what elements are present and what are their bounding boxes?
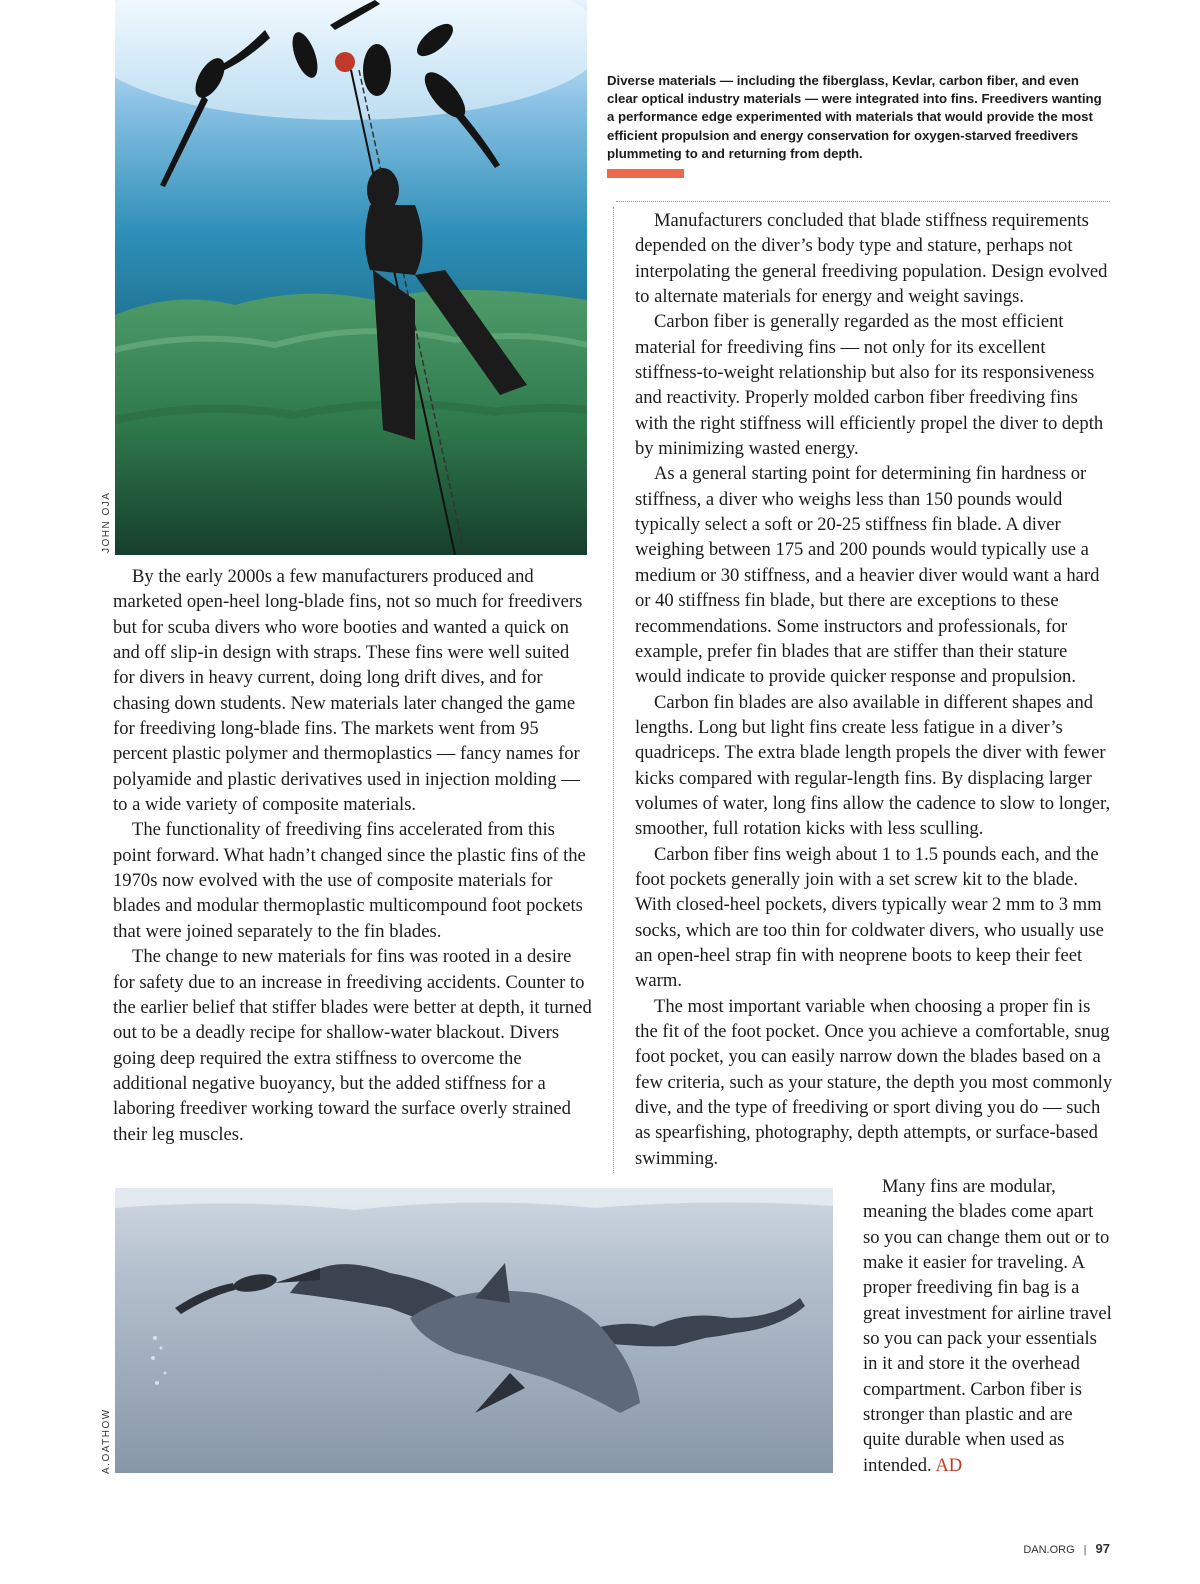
paragraph: By the early 2000s a few manufacturers produced and marketed open-heel long-blade fins, not so much for freedivers but for scuba divers who wore booties and wanted a quick on and off slip-in design with straps. These fins were well suited for divers in heavy current, doing long drift dives, and for chasing down students. New materials later changed the game for freediving long-blade fins. The markets went from 95 percent plastic polymer and thermoplastics — fancy names for polyamide and plastic derivatives used in injection molding — to a wide variety of composite materials. bbox=[113, 566, 583, 816]
caption-accent-bar bbox=[607, 169, 684, 178]
column-divider-horizontal bbox=[616, 201, 1110, 202]
photo-credit-bottom: A.OATHOW bbox=[101, 1408, 112, 1474]
paragraph: Carbon fiber fins weigh about 1 to 1.5 pounds each, and the foot pockets generally join with a set screw kit to the blade. With closed-heel pockets, divers typically wear 2 mm to 3 mm socks, which are too thin for coldwater divers, who usually use an open-heel strap fin with neoprene boots to keep their feet warm. bbox=[635, 843, 1104, 992]
end-mark: AD bbox=[935, 1454, 963, 1476]
freediver-photo-illustration bbox=[115, 0, 587, 555]
dolphin-photo-illustration bbox=[115, 1188, 833, 1473]
article-column-left bbox=[113, 564, 593, 1147]
footer-separator: | bbox=[1083, 1544, 1087, 1556]
article-column-right bbox=[635, 208, 1113, 1171]
paragraph: Manufacturers concluded that blade stiffness requirements depended on the diver’s body type and stature, perhaps not interpolating the general freediving population. Design evolved to alternate materials for energy and weight savings. bbox=[635, 210, 1108, 308]
photo-credit-top: JOHN OJA bbox=[101, 491, 112, 553]
column-divider-vertical bbox=[613, 207, 614, 1173]
paragraph: Carbon fiber is generally regarded as the most efficient material for freediving fins — not only for its excellent stiffness-to-weight relationship but also for its responsiveness and reactivity. Properly molded carbon fiber freediving fins with the right stiffness will efficiently propel the diver to depth by minimizing wasted energy. bbox=[635, 311, 1104, 460]
page-number: 97 bbox=[1095, 1541, 1110, 1556]
paragraph: The functionality of freediving fins accelerated from this point forward. What hadn’t changed since the plastic fins of the 1970s now evolved with the use of composite materials for blades and modular thermoplastic multicompound foot pockets that were joined separately to the fin blades. bbox=[113, 819, 586, 942]
page-footer bbox=[1023, 1541, 1110, 1556]
paragraph: As a general starting point for determining fin hardness or stiffness, a diver who weighs less than 150 pounds would typically select a soft or 20-25 stiffness fin blade. A diver weighing between 175 and 200 pounds would typically use a medium or 30 stiffness, and a heavier diver would want a hard or 40 stiffness fin blade, but there are exceptions to these recommendations. Some instructors and professionals, for example, prefer fin blades that are stiffer than their stature would indicate to provide quicker response and propulsion. bbox=[635, 463, 1100, 688]
paragraph: The most important variable when choosing a proper fin is the fit of the foot pocket. Once you achieve a comfortable, snug foot pocket, you can easily narrow down the blades based on a few criteria, such as your stature, the depth you most commonly dive, and the type of freediving or sport diving you do — such as spearfishing, photography, depth attempts, or surface-based swimming. bbox=[635, 995, 1113, 1169]
article-column-bottom bbox=[863, 1174, 1113, 1478]
paragraph: Many fins are modular, meaning the blades come apart so you can change them out or to make it easier for traveling. A proper freediving fin bag is a great investment for airline travel so you can pack your essentials in it and store it the overhead compartment. Carbon fiber is stronger than plastic and are quite durable when used as intended. bbox=[863, 1176, 1112, 1476]
paragraph: Carbon fin blades are also available in different shapes and lengths. Long but light fins create less fatigue in a diver’s quadriceps. The extra blade length propels the diver with fewer kicks compared with regular-length fins. By displacing larger volumes of water, long fins allow the cadence to slow to longer, smoother, full rotation kicks with less sculling. bbox=[635, 691, 1111, 840]
footer-site: DAN.ORG bbox=[1023, 1544, 1075, 1556]
freediver-photo bbox=[115, 0, 587, 555]
dolphin-photo bbox=[115, 1188, 833, 1473]
paragraph: The change to new materials for fins was rooted in a desire for safety due to an increase in freediving accidents. Counter to the earlier belief that stiffer blades were better at depth, it turned out to be a deadly recipe for shallow-water blackout. Divers going deep required the extra stiffness to overcome the additional negative buoyancy, but the added stiffness for a laboring freediver working toward the surface overly strained their leg muscles. bbox=[113, 946, 592, 1145]
photo-caption: Diverse materials — including the fiberglass, Kevlar, carbon fiber, and even clear optical industry materials — were integrated into fins. Freedivers wanting a performance edge experimented with materials that would provide the most efficient propulsion and energy conservation for oxygen-starved freedivers plummeting to and returning from depth. bbox=[607, 73, 1102, 161]
